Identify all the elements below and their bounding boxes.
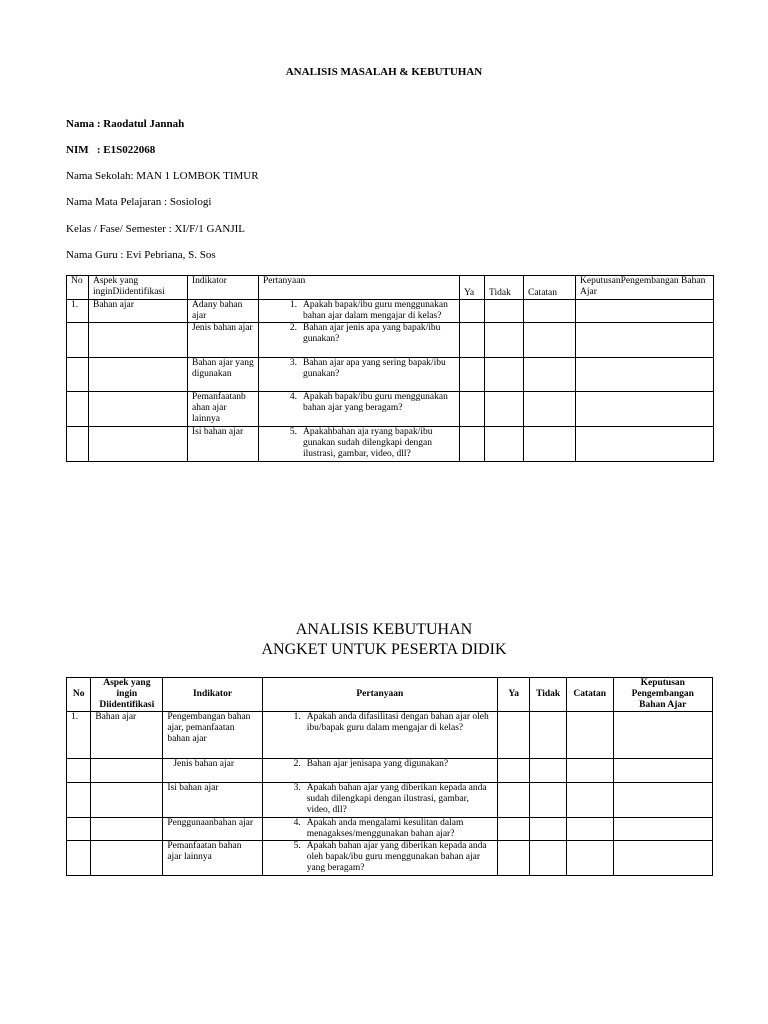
- question-number: 1.: [289, 300, 297, 310]
- cell-question: [259, 358, 460, 392]
- question-text: Apakah bapak/ibu guru menggunakan bahan ajar dalam mengajar di kelas?: [303, 300, 448, 321]
- question-text: Apakah anda mengalami kesulitan dalam menagakses/menggunakan bahan ajar?: [306, 818, 464, 839]
- question-number: 5.: [293, 841, 301, 851]
- cell-no: [67, 392, 89, 427]
- cell-indikator: Pengembangan bahan ajar, pemanfaatan bahan ajar: [163, 712, 262, 759]
- header-tidak: Tidak: [485, 276, 524, 300]
- cell-question: [259, 323, 460, 358]
- cell-keputusan: [613, 841, 712, 876]
- cell-tidak: [530, 712, 567, 759]
- cell-keputusan: [576, 300, 714, 323]
- table-header-row: [67, 678, 713, 712]
- cell-catatan: [524, 323, 576, 358]
- header-tidak: Tidak: [530, 678, 567, 712]
- header-no: No: [67, 276, 89, 300]
- cell-keputusan: [576, 323, 714, 358]
- header-catatan: Catatan: [566, 678, 613, 712]
- cell-aspek: [89, 427, 188, 462]
- cell-aspek: [89, 323, 188, 358]
- question-text: Apakah bahan ajar yang diberikan kepada anda oleh bapak/ibu guru menggunakan bahan ajar yang beragam?: [306, 841, 487, 873]
- cell-no: [67, 783, 91, 818]
- header-keputusan: KeputusanPengembangan Bahan Ajar: [576, 276, 714, 300]
- question-number: 4.: [289, 392, 297, 402]
- cell-catatan: [524, 392, 576, 427]
- cell-tidak: [530, 783, 567, 818]
- cell-question: [262, 818, 497, 841]
- cell-no: [67, 818, 91, 841]
- cell-catatan: [524, 300, 576, 323]
- cell-no: [67, 759, 91, 783]
- cell-ya: [497, 759, 529, 783]
- question-text: Apakah bapak/ibu guru menggunakan bahan ajar yang beragam?: [303, 392, 448, 413]
- header-ya: Ya: [460, 276, 485, 300]
- cell-keputusan: [576, 427, 714, 462]
- question-number: 4.: [293, 818, 301, 828]
- cell-catatan: [566, 783, 613, 818]
- cell-indikator: Adany bahan ajar: [188, 300, 259, 323]
- question-number: 2.: [289, 323, 297, 333]
- cell-catatan: [566, 759, 613, 783]
- cell-aspek: [89, 392, 188, 427]
- cell-indikator: Jenis bahan ajar: [188, 323, 259, 358]
- header-aspek: Aspek yang inginDiidentifikasi: [89, 276, 188, 300]
- cell-keputusan: [613, 759, 712, 783]
- cell-catatan: [524, 358, 576, 392]
- cell-indikator: Pemanfaatanb ahan ajar lainnya: [188, 392, 259, 427]
- header-indikator: Indikator: [188, 276, 259, 300]
- cell-keputusan: [576, 392, 714, 427]
- cell-question: [262, 712, 497, 759]
- cell-ya: [497, 818, 529, 841]
- question-number: 2.: [293, 759, 301, 769]
- cell-tidak: [485, 358, 524, 392]
- table-row: [67, 759, 713, 783]
- cell-catatan: [566, 818, 613, 841]
- question-text: Bahan ajar jenis apa yang bapak/ibu gunakan?: [303, 323, 441, 344]
- question-text: Apakahbahan aja ryang bapak/ibu gunakan sudah dilengkapi dengan ilustrasi, gambar, video, dll?: [303, 427, 433, 459]
- header-pertanyaan: Pertanyaan: [259, 276, 460, 300]
- table-row: [67, 427, 714, 462]
- cell-ya: [497, 712, 529, 759]
- cell-question: [259, 427, 460, 462]
- table-row: [67, 712, 713, 759]
- cell-tidak: [530, 759, 567, 783]
- cell-question: [262, 759, 497, 783]
- cell-no: [67, 323, 89, 358]
- cell-keputusan: [576, 358, 714, 392]
- cell-keputusan: [613, 818, 712, 841]
- cell-indikator: Pemanfaatan bahan ajar lainnya: [163, 841, 262, 876]
- page-title: ANALISIS MASALAH & KEBUTUHAN: [285, 66, 483, 78]
- cell-indikator: Penggunaanbahan ajar: [163, 818, 262, 841]
- cell-no: [67, 358, 89, 392]
- header-ya: Ya: [497, 678, 529, 712]
- cell-aspek: [91, 783, 163, 818]
- class-info: Kelas / Fase/ Semester : XI/F/1 GANJIL: [66, 223, 246, 235]
- question-number: 1.: [293, 712, 301, 722]
- cell-indikator: Isi bahan ajar: [188, 427, 259, 462]
- header-no: No: [67, 678, 91, 712]
- teacher-name: Nama Guru : Evi Pebriana, S. Sos: [66, 249, 216, 261]
- question-number: 3.: [289, 358, 297, 368]
- table-row: [67, 392, 714, 427]
- cell-tidak: [485, 392, 524, 427]
- cell-indikator: Bahan ajar yang digunakan: [188, 358, 259, 392]
- question-text: Apakah bahan ajar yang diberikan kepada anda sudah dilengkapi dengan ilustrasi, gambar, video, dll?: [306, 783, 487, 815]
- header-aspek: Aspek yang ingin Diidentifikasi: [91, 678, 163, 712]
- cell-ya: [460, 300, 485, 323]
- table-row: [67, 323, 714, 358]
- cell-catatan: [566, 712, 613, 759]
- question-number: 5.: [289, 427, 297, 437]
- cell-indikator: Isi bahan ajar: [163, 783, 262, 818]
- student-needs-table: [66, 677, 713, 876]
- cell-aspek: [91, 818, 163, 841]
- cell-aspek: Bahan ajar: [91, 712, 163, 759]
- header-keputusan: Keputusan Pengembangan Bahan Ajar: [613, 678, 712, 712]
- cell-question: [259, 392, 460, 427]
- header-catatan: Catatan: [524, 276, 576, 300]
- question-text: Bahan ajar apa yang sering bapak/ibu gunakan?: [303, 358, 446, 379]
- header-pertanyaan: Pertanyaan: [262, 678, 497, 712]
- school-name: Nama Sekolah: MAN 1 LOMBOK TIMUR: [66, 170, 259, 182]
- cell-no: [67, 841, 91, 876]
- cell-no: [67, 427, 89, 462]
- cell-keputusan: [613, 712, 712, 759]
- cell-tidak: [485, 323, 524, 358]
- student-nim: NIM : E1S022068: [66, 144, 156, 156]
- cell-ya: [460, 358, 485, 392]
- table-row: [67, 358, 714, 392]
- cell-tidak: [530, 818, 567, 841]
- cell-tidak: [485, 300, 524, 323]
- cell-ya: [460, 323, 485, 358]
- cell-no: 1.: [67, 712, 91, 759]
- cell-ya: [460, 392, 485, 427]
- cell-tidak: [485, 427, 524, 462]
- cell-aspek: Bahan ajar: [89, 300, 188, 323]
- cell-tidak: [530, 841, 567, 876]
- cell-question: [262, 841, 497, 876]
- cell-question: [259, 300, 460, 323]
- student-name: Nama : Raodatul Jannah: [66, 118, 185, 130]
- section-title-line1: ANALISIS KEBUTUHAN: [295, 621, 473, 638]
- cell-question: [262, 783, 497, 818]
- teacher-needs-table: [66, 275, 714, 462]
- cell-indikator: Jenis bahan ajar: [163, 759, 262, 783]
- cell-keputusan: [613, 783, 712, 818]
- question-text: Apakah anda difasilitasi dengan bahan ajar oleh ibu/bapak guru dalam mengajar di kelas?: [306, 712, 489, 733]
- table-row: [67, 818, 713, 841]
- cell-catatan: [566, 841, 613, 876]
- question-text: Bahan ajar jenisapa yang digunakan?: [306, 759, 449, 769]
- table-header-row: [67, 276, 714, 300]
- table-row: [67, 783, 713, 818]
- cell-catatan: [524, 427, 576, 462]
- header-indikator: Indikator: [163, 678, 262, 712]
- table-row: [67, 841, 713, 876]
- cell-no: 1.: [67, 300, 89, 323]
- cell-ya: [497, 783, 529, 818]
- cell-aspek: [89, 358, 188, 392]
- section-title-line2: ANGKET UNTUK PESERTA DIDIK: [261, 641, 507, 658]
- question-number: 3.: [293, 783, 301, 793]
- cell-aspek: [91, 759, 163, 783]
- cell-aspek: [91, 841, 163, 876]
- cell-ya: [497, 841, 529, 876]
- cell-ya: [460, 427, 485, 462]
- table-row: [67, 300, 714, 323]
- subject-name: Nama Mata Pelajaran : Sosiologi: [66, 196, 212, 208]
